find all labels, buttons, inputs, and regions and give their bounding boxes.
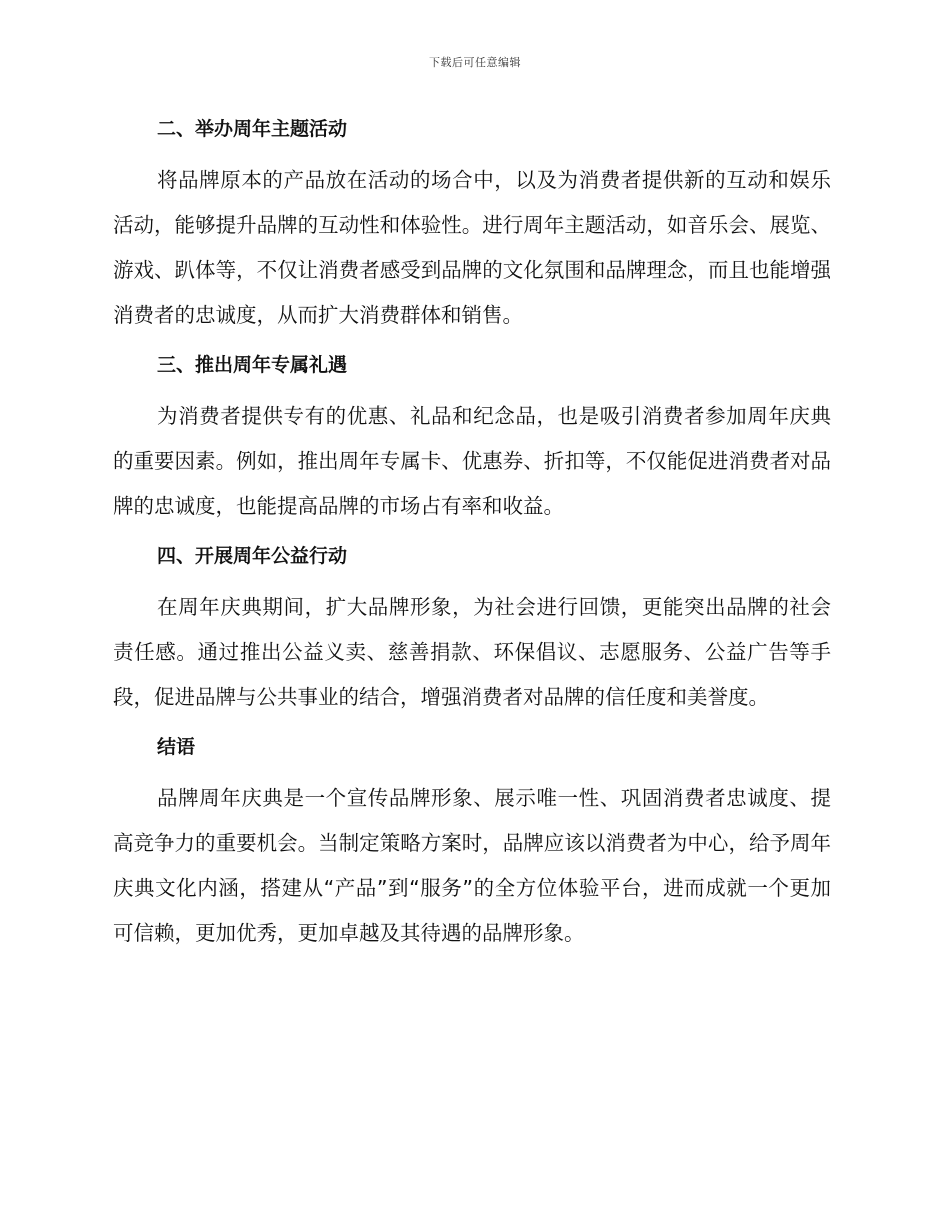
- section-heading: 三、推出周年专属礼遇: [157, 354, 348, 376]
- section-public-welfare: [113, 539, 831, 720]
- section-paragraph: 品牌周年庆典是一个宣传品牌形象、展示唯一性、巩固消费者忠诚度、提高竞争力的重要机会。当制定策略方案时，品牌应该以消费者为中心，给予周年庆典文化内涵，搭建从“产品”到“服务”的全方位体验平台，进而成就一个更加可信赖，更加优秀，更加卓越及其待遇的品牌形象。: [113, 786, 831, 945]
- section-brand-theme-events: [113, 112, 831, 338]
- section-heading: 结语: [157, 736, 196, 758]
- page-header-note: 下载后可任意编辑: [429, 56, 521, 69]
- section-heading: 二、举办周年主题活动: [157, 118, 348, 140]
- section-paragraph: 为消费者提供专有的优惠、礼品和纪念品，也是吸引消费者参加周年庆典的重要因素。例如，推出周年专属卡、优惠券、折扣等，不仅能促进消费者对品牌的忠诚度，也能提高品牌的市场占有率和收益。: [113, 404, 831, 518]
- document-body: [113, 112, 831, 956]
- section-exclusive-offers: [113, 348, 831, 529]
- section-heading: 四、开展周年公益行动: [157, 545, 348, 567]
- section-paragraph: 在周年庆典期间，扩大品牌形象，为社会进行回馈，更能突出品牌的社会责任感。通过推出公益义卖、慈善捐款、环保倡议、志愿服务、公益广告等手段，促进品牌与公共事业的结合，增强消费者对品牌的信任度和美誉度。: [113, 595, 831, 709]
- section-paragraph: 将品牌原本的产品放在活动的场合中，以及为消费者提供新的互动和娱乐活动，能够提升品牌的互动性和体验性。进行周年主题活动，如音乐会、展览、游戏、趴体等，不仅让消费者感受到品牌的文化氛围和品牌理念，而且也能增强消费者的忠诚度，从而扩大消费群体和销售。: [113, 168, 831, 327]
- section-conclusion: [113, 730, 831, 956]
